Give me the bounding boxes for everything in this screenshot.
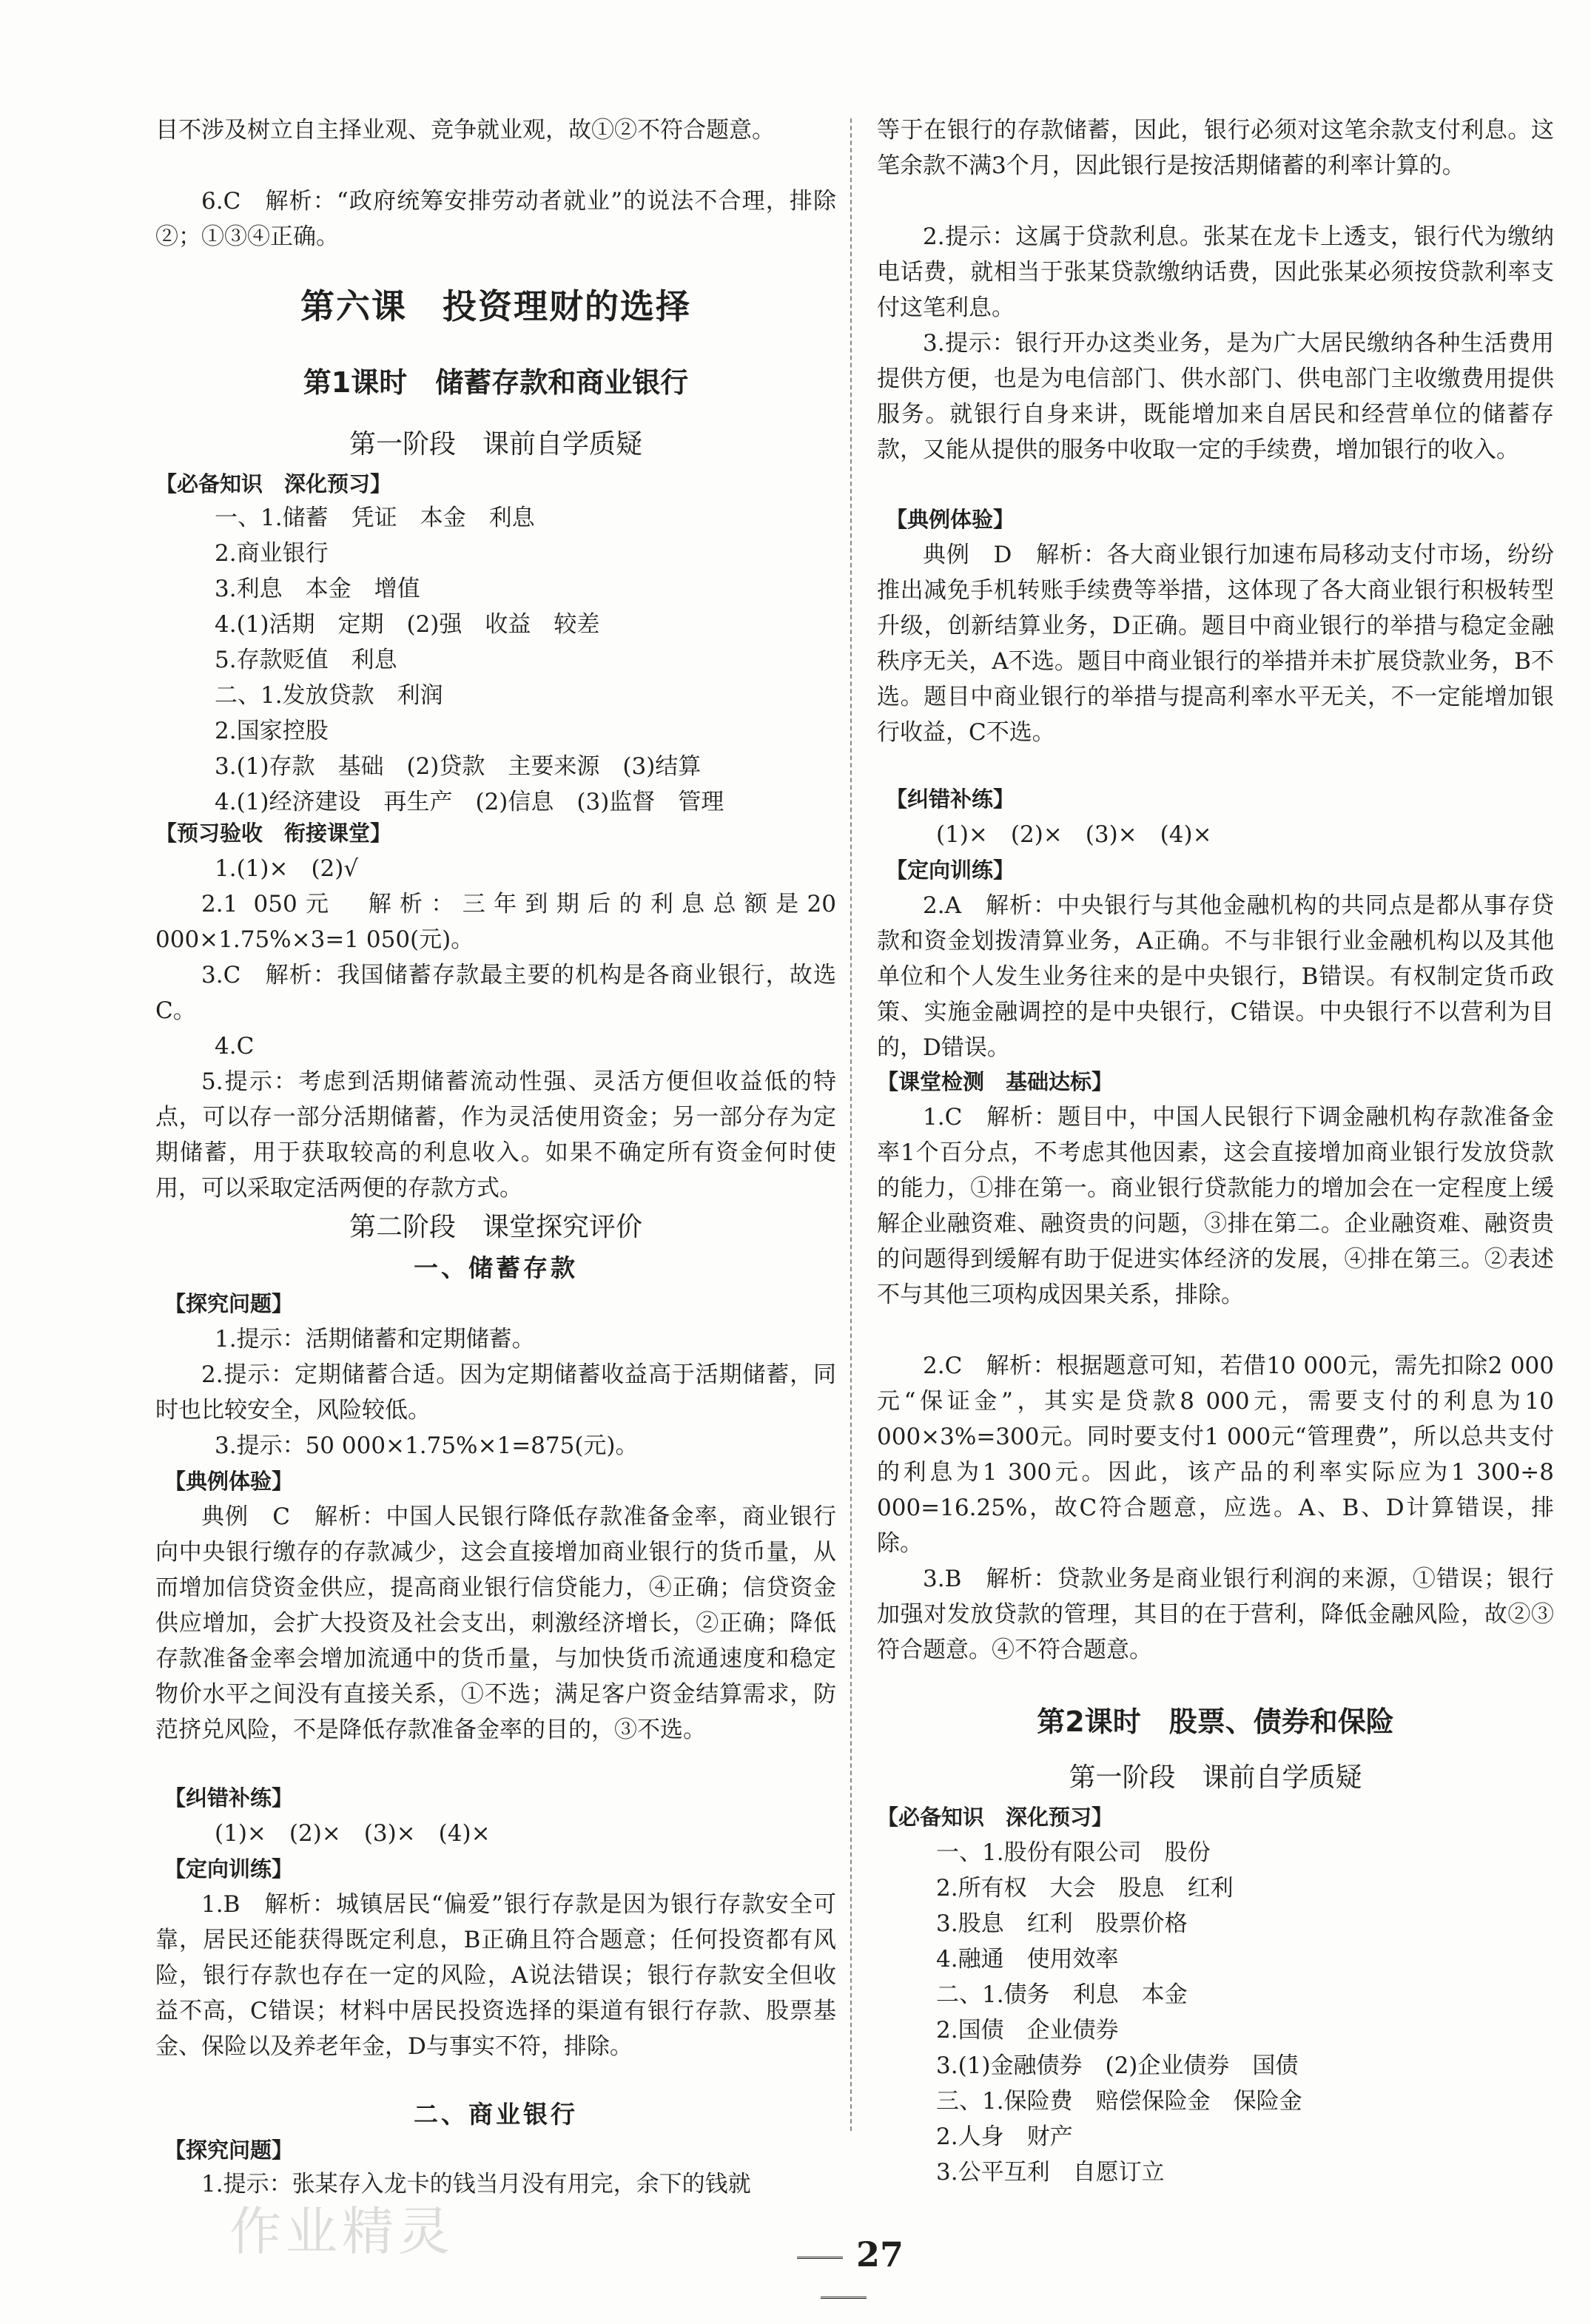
- section-tag: 【必备知识 深化预习】: [877, 1805, 1114, 1830]
- section-tag: 【典例体验】: [164, 1469, 294, 1494]
- section-title: 一、储蓄存款: [414, 1253, 578, 1282]
- watermark: 作业精灵: [229, 2201, 454, 2262]
- stage-title: 第二阶段 课堂探究评价: [349, 1212, 642, 1242]
- answer-1: 1.提示：张某存入龙卡的钱当月没有用完，余下的钱就: [201, 2171, 751, 2197]
- preview-answers: [936, 1835, 1554, 2190]
- list-item: 3.(1)存款 基础 (2)贷款 主要来源 (3)结算: [215, 753, 702, 780]
- check-answer-1: 1.C 解析：题目中，中国人民银行下调金融机构存款准备金率1个百分点，不考虑其他因素，这会直接增加商业银行发放贷款的能力，①排在第一。商业银行贷款能力的增加会在一定程度上缓解企业融资难、融资贵的问题，③排在第二。企业融资难、融资贵的问题得到缓解有助于促进实体经济的发展，④排在第三。②表述不与其他三项构成因果关系，排除。: [877, 1104, 1554, 1308]
- section-title: 二、商业银行: [414, 2100, 578, 2129]
- section-tag: 【预习验收 衔接课堂】: [155, 821, 392, 846]
- check-answer-2: 2.C 解析：根据题意可知，若借10 000元，需先扣除2 000元“保证金”，其实是贷款8 000元，需要支付的利息为10 000×3%=300元。同时要支付1 000元“管理费”，所以总共支付的利息为1 300元。因此，该产品的利率实际应为1 300÷8 000=16.25%，故C符合题意，应选。A、B、D计算错误，排除。: [877, 1353, 1554, 1557]
- lesson-title: 第六课 投资理财的选择: [300, 286, 691, 326]
- page-number-rule: [797, 2257, 843, 2259]
- list-item: 二、1.债务 利息 本金: [936, 1981, 1188, 2008]
- list-item: 一、1.储蓄 凭证 本金 利息: [215, 505, 535, 531]
- section-tag: 【课堂检测 基础达标】: [877, 1069, 1114, 1094]
- check-answer-3: 3.B 解析：贷款业务是商业银行利润的来源，①错误；银行加强对发放贷款的管理，其目的在于营利，降低金融风险，故②③符合题意。④不符合题意。: [877, 1566, 1554, 1663]
- list-item: 一、1.股份有限公司 股份: [936, 1839, 1211, 1866]
- list-item: 二、1.发放贷款 利润: [215, 682, 443, 709]
- page-number-rule: [821, 2297, 867, 2299]
- page-number-text: 27: [855, 2234, 904, 2274]
- list-item: 3.利息 本金 增值: [215, 576, 420, 602]
- answer-4: 4.C: [215, 1033, 255, 1060]
- list-item: 2.人身 财产: [936, 2123, 1073, 2150]
- answer-3: 3.C 解析：我国储蓄存款最主要的机构是各商业银行，故选C。: [155, 962, 836, 1024]
- list-item: 2.国家控股: [215, 718, 329, 744]
- list-item: 4.(1)经济建设 再生产 (2)信息 (3)监督 管理: [215, 789, 724, 815]
- example-answer: 典例 C 解析：中国人民银行降低存款准备金率，商业银行向中央银行缴存的存款减少，这会直接增加商业银行的货币量，从而增加信贷资金供应，提高商业银行信贷能力，④正确；信贷资金供应增加，会扩大投资及社会支出，刺激经济增长，②正确；降低存款准备金率会增加流通中的货币量，与加快货币流通速度和稳定物价水平之间没有直接关系，①不选；满足客户资金结算需求，防范挤兑风险，不是降低存款准备金率的目的，③不选。: [155, 1503, 836, 1743]
- paragraph: 目不涉及树立自主择业观、竞争就业观，故①②不符合题意。: [155, 117, 775, 144]
- list-item: 3.(1)金融债券 (2)企业债券 国债: [936, 2052, 1299, 2079]
- page-number: [755, 2234, 932, 2314]
- training-answer: 2.A 解析：中央银行与其他金融机构的共同点是都从事存贷款和资金划拨清算业务，A正确。不与非银行业金融机构以及其他单位和个人发生业务往来的是中央银行，B错误。有权制定货币政策、实施金融调控的是中央银行，C错误。中央银行不以营利为目的，D错误。: [877, 892, 1554, 1061]
- stage-title: 第一阶段 课前自学质疑: [349, 429, 642, 459]
- section-tag: 【定向训练】: [886, 858, 1015, 883]
- answer-1: 1.(1)× (2)√: [215, 855, 359, 882]
- list-item: 4.(1)活期 定期 (2)强 收益 较差: [215, 611, 600, 638]
- list-item: 3.股息 红利 股票价格: [936, 1910, 1188, 1937]
- answer-6: 6.C 解析：“政府统筹安排劳动者就业”的说法不合理，排除②；①③④正确。: [155, 188, 836, 250]
- preview-answers: [215, 500, 836, 820]
- section-tag: 【必备知识 深化预习】: [155, 471, 392, 496]
- paragraph: 等于在银行的存款储蓄，因此，银行必须对这笔余款支付利息。这笔余款不满3个月，因此银行是按活期储蓄的利率计算的。: [877, 117, 1554, 179]
- answer-3: 3.提示：银行开办这类业务，是为广大居民缴纳各种生活费用提供方便，也是为电信部门、供水部门、供电部门主收缴费用提供服务。就银行自身来讲，既能增加来自居民和经营单位的储蓄存款，又能从提供的服务中收取一定的手续费，增加银行的收入。: [877, 330, 1554, 463]
- correction-answers: (1)× (2)× (3)× (4)×: [215, 1820, 491, 1847]
- list-item: 3.公平互利 自愿订立: [936, 2159, 1165, 2186]
- training-answer: 1.B 解析：城镇居民“偏爱”银行存款是因为银行存款安全可靠，居民还能获得既定利息，B正确且符合题意；任何投资都有风险，银行存款也存在一定的风险，A说法错误；银行存款安全但收益不高，C错误；材料中居民投资选择的渠道有银行存款、股票基金、保险以及养老年金，D与事实不符，排除。: [155, 1891, 836, 2060]
- list-item: 2.所有权 大会 股息 红利: [936, 1875, 1234, 1902]
- example-answer: 典例 D 解析：各大商业银行加速布局移动支付市场，纷纷推出减免手机转账手续费等举措，这体现了各大商业银行积极转型升级，创新结算业务，D正确。题目中商业银行的举措与稳定金融秩序无关，A不选。题目中商业银行的举措并未扩展贷款业务，B不选。题目中商业银行的举措与提高利率水平无关，不一定能增加银行收益，C不选。: [877, 542, 1554, 746]
- section-tag: 【定向训练】: [164, 1856, 294, 1882]
- list-item: 4.融通 使用效率: [936, 1946, 1119, 1973]
- answer-3: 3.提示：50 000×1.75%×1=875(元)。: [215, 1432, 639, 1459]
- period-title: 第1课时 储蓄存款和商业银行: [303, 366, 689, 399]
- answer-2: 2.提示：定期储蓄合适。因为定期储蓄收益高于活期储蓄，同时也比较安全，风险较低。: [155, 1361, 836, 1424]
- list-item: 三、1.保险费 赔偿保险金 保险金: [936, 2088, 1302, 2115]
- list-item: 2.国债 企业债券: [936, 2017, 1119, 2044]
- correction-answers: (1)× (2)× (3)× (4)×: [936, 821, 1212, 848]
- section-tag: 【典例体验】: [886, 507, 1015, 532]
- answer-2: 2.提示：这属于贷款利息。张某在龙卡上透支，银行代为缴纳电话费，就相当于张某贷款缴纳话费，因此张某必须按贷款利率支付这笔利息。: [877, 223, 1554, 321]
- section-tag: 【探究问题】: [164, 2138, 294, 2163]
- answer-1: 1.提示：活期储蓄和定期储蓄。: [215, 1326, 535, 1353]
- answer-5: 5.提示：考虑到活期储蓄流动性强、灵活方便但收益低的特点，可以存一部分活期储蓄，作为灵活使用资金；另一部分存为定期储蓄，用于获取较高的利息收入。如果不确定所有资金何时使用，可以采取定活两便的存款方式。: [155, 1068, 836, 1202]
- section-tag: 【纠错补练】: [164, 1785, 294, 1811]
- period-title: 第2课时 股票、债券和保险: [1037, 1705, 1394, 1738]
- list-item: 5.存款贬值 利息: [215, 647, 397, 673]
- section-tag: 【探究问题】: [164, 1291, 294, 1316]
- answer-2: 2.1 050元 解析：三年到期后的利息总额是20 000×1.75%×3=1 050(元)。: [155, 891, 836, 953]
- list-item: 2.商业银行: [215, 540, 329, 567]
- section-tag: 【纠错补练】: [886, 787, 1015, 812]
- stage-title: 第一阶段 课前自学质疑: [1069, 1762, 1362, 1793]
